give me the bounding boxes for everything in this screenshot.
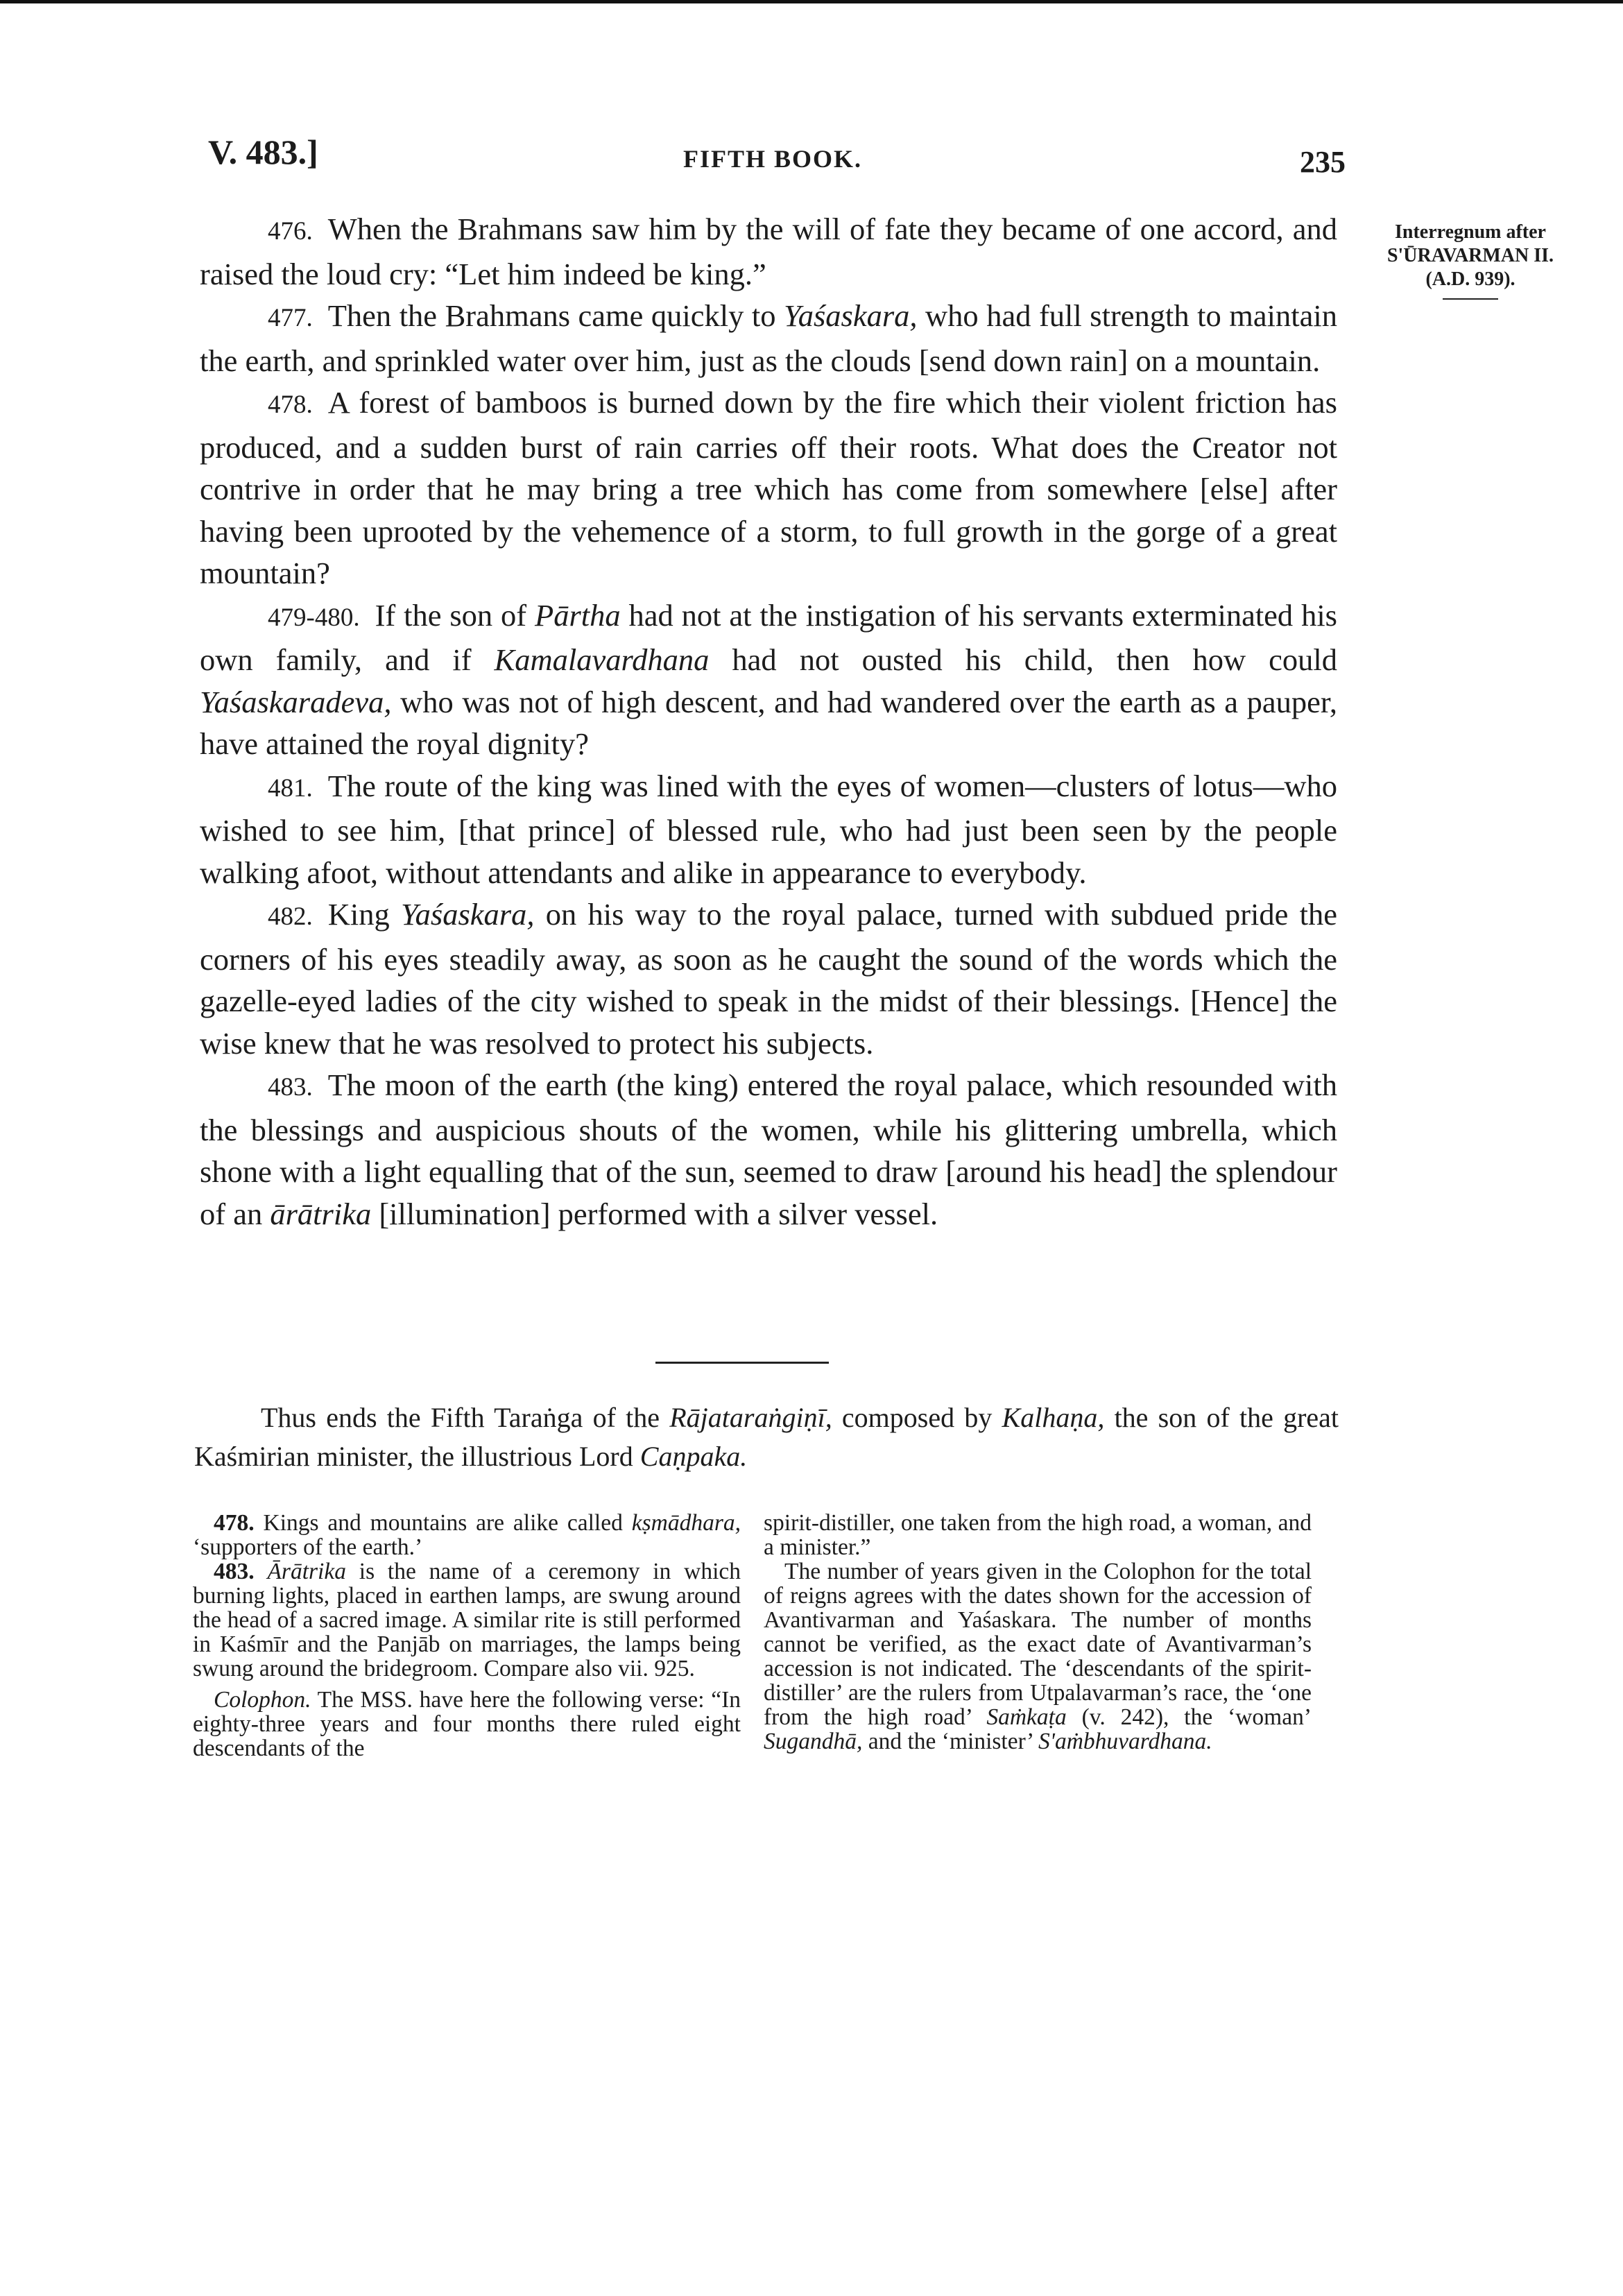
text-segment: ‘supporters of the earth.’ (193, 1534, 423, 1560)
text-segment: King (327, 897, 401, 932)
text-segment: Kalhaṇa, (1002, 1402, 1105, 1433)
text-segment: A forest of bamboos is burned down by the fire which their violent friction has produced, and a sudden burst of rain carries off their roots. What does the Creator not contrive in order that he may bring a tree which has come from somewhere [else] after having been uprooted by the vehemence of a storm, to full growth in the gorge of a great mountain? (200, 385, 1337, 590)
verse (200, 594, 1337, 765)
running-head-title: FIFTH BOOK. (683, 145, 863, 173)
text-segment: Caṇpaka. (639, 1441, 748, 1472)
text-segment: Then the Brahmans came quickly to (327, 298, 784, 333)
verse (200, 893, 1337, 1064)
text-segment: Thus ends the Fifth Taraṅga of the (261, 1402, 670, 1433)
text-segment: The moon of the earth (the king) entered the royal palace, which resounded with the blessings and auspicious shouts of the women, while his glittering umbrella, which shone with a light equalling that of the sun, seemed to draw [around his head] the splendour of an (200, 1068, 1337, 1231)
text-segment: the son of the great Kaśmirian minister, the illustrious Lord (194, 1402, 1339, 1472)
text-segment: composed by (832, 1402, 1002, 1433)
text-segment: is the name of a ceremony in which burning lights, placed in earthen lamps, are swung around the head of a sacred image. A similar rite is still performed in Kaśmīr and the Panjāb on marriages, the lamps being swung around the bridegroom. Compare also vii. 925. (193, 1559, 741, 1681)
verse-number: 481. (268, 773, 313, 803)
text-segment: 478. (214, 1510, 255, 1536)
text-segment: [illumination] performed with a silver vessel. (371, 1196, 938, 1231)
text-segment: If the son of (375, 597, 535, 633)
text-segment: Saṁkaṭa (986, 1704, 1067, 1730)
text-segment: The route of the king was lined with the eyes of women—clusters of lotus—who wished to see him, [that prince] of blessed rule, who had just been seen by the people walking afoot, without attendants and alike in appearance to everybody. (200, 768, 1337, 890)
text-segment: When the Brahmans saw him by the will of fate they became of one accord, and raised the loud cry: “Let him indeed be king.” (200, 212, 1337, 291)
section-divider (655, 1362, 829, 1364)
footnote (193, 1559, 741, 1681)
colophon (194, 1398, 1339, 1476)
running-head-verse: V. 483.] (208, 132, 318, 171)
text-segment: S'aṁbhuvardhana. (1038, 1729, 1212, 1754)
page-number: 235 (1300, 145, 1346, 179)
text-segment: and the ‘minister’ (862, 1729, 1039, 1754)
main-text (200, 208, 1337, 1235)
verse-number: 476. (268, 217, 313, 246)
verse (200, 1064, 1337, 1235)
text-segment: Colophon. (214, 1687, 311, 1713)
text-segment: Kamalavardhana (494, 642, 710, 677)
text-segment: ārātrika (270, 1196, 372, 1231)
text-segment: had not ousted his child, then how could (709, 642, 1337, 677)
verse-number: 483. (268, 1073, 313, 1102)
footnote (764, 1559, 1312, 1754)
verse-number: 479-480. (268, 603, 360, 632)
footnote (193, 1511, 741, 1559)
text-segment: who had full strength to maintain the earth, and sprinkled water over him, just as the clouds [send down rain] on a mountain. (200, 298, 1337, 378)
margin-note (1359, 221, 1581, 300)
footnote (764, 1511, 1312, 1559)
text-segment: The MSS. have here the following verse: “In eighty-three years and four months there ruled eight descendants of the (193, 1687, 741, 1761)
text-segment: 483. (214, 1559, 255, 1584)
verse-number: 477. (268, 304, 313, 332)
footnote (193, 1688, 741, 1760)
verse-number: 482. (268, 902, 313, 931)
text-segment: had not at the instigation of his servants exterminated his own family, and if (200, 597, 1338, 677)
text-segment: Kings and mountains are alike called (254, 1510, 632, 1536)
text-segment: Rājataraṅgiṇī, (669, 1402, 832, 1433)
top-border (0, 0, 1623, 3)
margin-note-line-2: S'ŪRAVARMAN II. (1386, 245, 1554, 266)
page-header (208, 132, 1346, 187)
text-segment: who was not of high descent, and had wandered over the earth as a pauper, have attained the royal dignity? (200, 684, 1337, 761)
text-segment: Pārtha (535, 597, 621, 633)
text-segment: kṣmādhara, (631, 1510, 741, 1536)
margin-note-line-3: (A.D. 939). (1425, 268, 1515, 290)
text-segment: Sugandhā, (764, 1729, 863, 1754)
text-segment (255, 1559, 268, 1584)
colophon-text (194, 1398, 1339, 1476)
margin-note-rule (1443, 298, 1498, 300)
verse (200, 208, 1337, 295)
text-segment: Yaśaskara, (784, 298, 918, 333)
text-segment: on his way to the royal palace, turned with subdued pride the corners of his eyes steadily away, as soon as he caught the sound of the words which the gazelle-eyed ladies of the city wished to speak in the midst of their blessings. [Hence] the wise knew that he was resolved to protect his subjects. (200, 897, 1338, 1061)
text-segment: The number of years given in the Colophon for the total of reigns agrees with the dates shown for the accession of Avantivarman and Yaśaskara. The number of months cannot be verified, as the exact date of Avantivarman’s accession is not indicated. The ‘descendants of the spirit-distiller’ are the rulers from Utpalavarman’s race, the ‘one from the high road’ (764, 1559, 1312, 1730)
verse (200, 765, 1337, 894)
footnotes (193, 1511, 1336, 1871)
text-segment: Yaśaskara, (401, 897, 535, 932)
text-segment: Ārātrika (267, 1559, 346, 1584)
text-segment: spirit-distiller, one taken from the high road, a woman, and a minister.” (764, 1510, 1312, 1560)
margin-note-line-1: Interregnum after (1395, 221, 1546, 243)
verse-number: 478. (268, 391, 313, 419)
verse (200, 295, 1337, 382)
verse (200, 382, 1337, 594)
text-segment: (v. 242), the ‘woman’ (1066, 1704, 1312, 1730)
footnotes-left-column (193, 1511, 741, 1760)
footnotes-right-column (764, 1511, 1312, 1754)
text-segment: Yaśaskaradeva, (200, 684, 392, 719)
